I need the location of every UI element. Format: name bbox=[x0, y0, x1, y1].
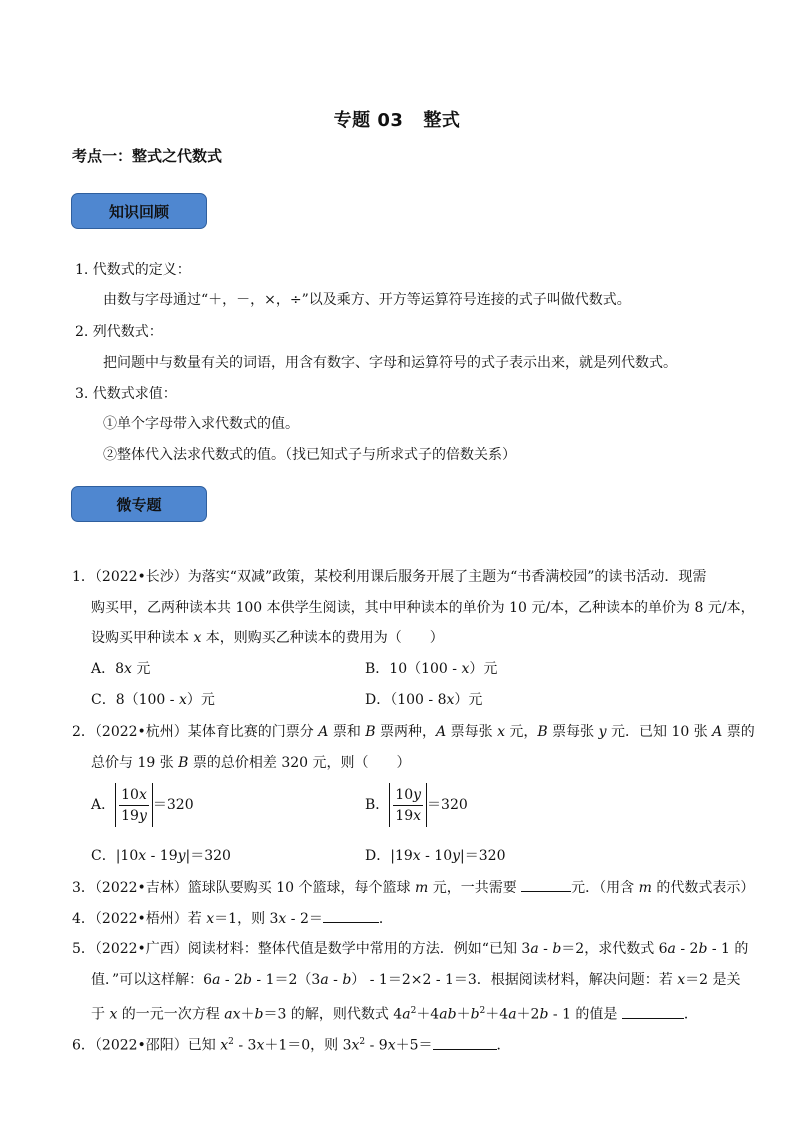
q2-line2: 总价与 19 张 B 票的总价相差 320 元，则（ ） bbox=[91, 755, 411, 771]
q4-line: 4．（2022•梧州）若 x＝1，则 3x - 2＝ ． bbox=[72, 908, 393, 929]
q2-option-b: B． $\frac{10y}{19x}$ ＝320 bbox=[365, 780, 468, 830]
q1-line2: 购买甲，乙两种读本共 100 本供学生阅读，其中甲种读本的单价为 10 元/本，乙种读本的单价为 8 元/本， bbox=[91, 600, 755, 616]
knowledge-review-label: 知识回顾 bbox=[71, 193, 207, 229]
q2-option-a: A． $\frac{10x}{19y}$ ＝320 bbox=[91, 780, 194, 830]
q1-line1: 1．（2022•长沙）为落实“双减”政策，某校利用课后服务开展了主题为“书香满校园”的读书活动．现需 bbox=[72, 569, 707, 585]
answer-blank[interactable] bbox=[622, 1004, 684, 1019]
k2-body: 把问题中与数量有关的词语，用含有数字、字母和运算符号的式子表示出来，就是列代数式。 bbox=[103, 355, 677, 371]
k3-item-a: ①单个字母带入求代数式的值。 bbox=[103, 416, 299, 432]
q2-line1: 2．（2022•杭州）某体育比赛的门票分 A 票和 B 票两种，A 票每张 x 元，B 票每张 y 元．已知 10 张 A 票的 bbox=[72, 724, 755, 740]
q1-option-d: D．（100 - 8x）元 bbox=[365, 692, 483, 708]
k3-item-b: ②整体代入法求代数式的值。（找已知式子与所求式子的倍数关系） bbox=[103, 447, 516, 463]
q6-line: 6．（2022•邵阳）已知 $x^2 - 3x+1=0$，则 $3x^2 - 9x+5=$ ． bbox=[72, 1032, 511, 1056]
q5-line2: 值．”可以这样解：6a - 2b - 1＝2（3a - b） - 1＝2×2 - 1＝3．根据阅读材料，解决问题：若 x＝2 是关 bbox=[91, 972, 741, 988]
abs-fraction-b: $\frac{10y}{19x}$ bbox=[389, 783, 427, 827]
k2-title: 2. 列代数式： bbox=[75, 324, 163, 340]
q5-line3: 于 x 的一元一次方程 ax＋b＝3 的解，则代数式 $4a^2+4ab+b^2+4a+2b - 1$ 的值是 ． bbox=[91, 1001, 698, 1025]
k1-body: 由数与字母通过“＋，－，×，÷”以及乘方、开方等运算符号连接的式子叫做代数式。 bbox=[103, 292, 631, 308]
answer-blank[interactable] bbox=[323, 908, 379, 923]
k3-title: 3. 代数式求值： bbox=[75, 386, 177, 402]
answer-blank[interactable] bbox=[433, 1035, 497, 1050]
q1-option-c: C．8（100 - x）元 bbox=[91, 692, 215, 708]
q5-line1: 5．（2022•广西）阅读材料：整体代值是数学中常用的方法．例如“已知 3a - b＝2，求代数式 6a - 2b - 1 的 bbox=[72, 941, 749, 957]
abs-fraction-a: $\frac{10x}{19y}$ bbox=[115, 783, 153, 827]
q2-option-d: D．|19x - 10y|＝320 bbox=[365, 848, 506, 864]
micro-topic-label: 微专题 bbox=[71, 486, 207, 522]
section-heading: 考点一：整式之代数式 bbox=[72, 147, 223, 165]
q1-option-b: B．10（100 - x）元 bbox=[365, 661, 498, 677]
q1-option-a: A．8x 元 bbox=[91, 661, 151, 677]
k1-title: 1. 代数式的定义： bbox=[75, 262, 191, 278]
page-title: 专题 03 整式 bbox=[333, 110, 461, 131]
answer-blank[interactable] bbox=[521, 877, 571, 892]
q1-line3: 设购买甲种读本 x 本，则购买乙种读本的费用为（ ） bbox=[91, 630, 444, 646]
q3-line: 3．（2022•吉林）篮球队要购买 10 个篮球，每个篮球 m 元，一共需要 元．（用含 m 的代数式表示） bbox=[72, 877, 754, 898]
q2-option-c: C．|10x - 19y|＝320 bbox=[91, 848, 231, 864]
